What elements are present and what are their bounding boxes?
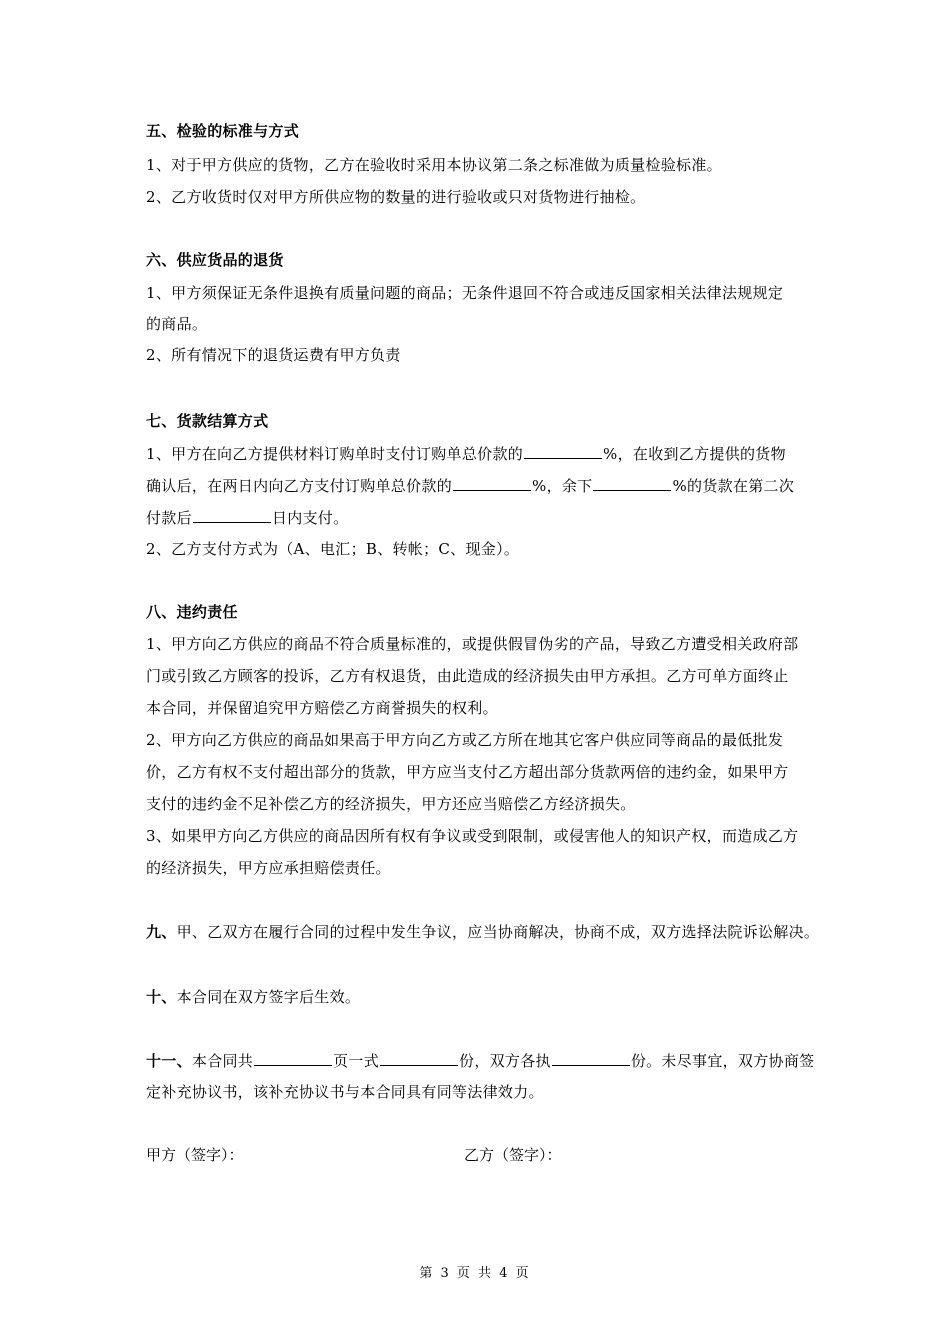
section-9 (146, 922, 819, 942)
page-count-blank (254, 1050, 332, 1066)
payment-text-2c: %的货款在第二次 (672, 477, 795, 495)
section-10 (146, 987, 360, 1007)
section-7-item-2: 2、乙方支付方式为（A、电汇；B、转帐；C、现金）。 (146, 540, 520, 558)
section-8-item-1-line-2: 门或引致乙方顾客的投诉，乙方有权退货，由此造成的经济损失由甲方承担。乙方可单方面终止 (146, 667, 789, 685)
payment-text-2b: %，余下 (532, 477, 593, 495)
party-b-signature-label: 乙方（签字）： (464, 1146, 562, 1164)
section-8-title: 八、违约责任 (146, 603, 238, 621)
section-6-item-1-line-2: 的商品。 (146, 315, 208, 333)
section-5-title: 五、检验的标准与方式 (146, 122, 300, 140)
section-5-item-1: 1、对于甲方供应的货物，乙方在验收时采用本协议第二条之标准做为质量检验标准。 (146, 156, 722, 174)
section-8-item-3-line-1: 3、如果甲方向乙方供应的商品因所有权有争议或受到限制，或侵害他人的知识产权，而造成乙方 (146, 827, 799, 845)
section-11-text-a: 本合同共 (191, 1052, 254, 1070)
payment-days-blank (193, 507, 271, 523)
copy-count-blank (380, 1050, 458, 1066)
section-11-text-c: 份，双方各执 (459, 1052, 551, 1070)
section-6-title: 六、供应货品的退货 (146, 251, 284, 269)
section-7-item-1-line-1 (146, 443, 786, 464)
section-5-item-2: 2、乙方收货时仅对甲方所供应物的数量的进行验收或只对货物进行抽检。 (146, 188, 646, 206)
section-8-item-1-line-3: 本合同，并保留追究甲方赔偿乙方商誉损失的权利。 (146, 699, 498, 717)
section-11-number: 十一、 (146, 1052, 192, 1070)
section-10-number: 十、 (146, 988, 177, 1006)
first-payment-percent-blank (524, 443, 602, 459)
party-a-signature-label: 甲方（签字）： (146, 1146, 244, 1164)
section-8-item-2-line-1: 2、甲方向乙方供应的商品如果高于甲方向乙方或乙方所在地其它客户供应同等商品的最低批发 (146, 731, 784, 749)
section-9-text: 甲、乙双方在履行合同的过程中发生争议，应当协商解决，协商不成，双方选择法院诉讼解决。 (176, 923, 820, 941)
payment-text-1b: %，在收到乙方提供的货物 (603, 445, 786, 463)
remaining-percent-blank (593, 475, 671, 491)
section-10-text: 本合同在双方签字后生效。 (176, 988, 361, 1006)
section-9-number: 九、 (146, 923, 177, 941)
section-11-text-b: 页一式 (333, 1052, 380, 1070)
page-number-footer: 第 3 页 共 4 页 (419, 1266, 531, 1281)
payment-text-3b: 日内支付。 (271, 509, 349, 527)
section-8-item-1-line-1: 1、甲方向乙方供应的商品不符合质量标准的，或提供假冒伪劣的产品，导致乙方遭受相关政府部 (146, 635, 799, 653)
section-6-item-1-line-1: 1、甲方须保证无条件退换有质量问题的商品；无条件退回不符合或违反国家相关法律法规规定 (146, 284, 784, 302)
section-8-item-2-line-2: 价，乙方有权不支付超出部分的货款，甲方应当支付乙方超出部分货款两倍的违约金，如果甲方 (146, 763, 789, 781)
section-7-item-1-line-3 (146, 507, 348, 528)
payment-text-1a: 1、甲方在向乙方提供材料订购单时支付订购单总价款的 (146, 445, 524, 463)
section-11-line-1 (146, 1050, 814, 1071)
copies-each-blank (552, 1050, 630, 1066)
second-payment-percent-blank (453, 475, 531, 491)
section-8-item-3-line-2: 的经济损失，甲方应承担赔偿责任。 (146, 859, 391, 877)
section-7-item-1-line-2 (146, 475, 794, 496)
section-11-text-d: 份。未尽事宜，双方协商签 (630, 1052, 815, 1070)
payment-text-3a: 付款后 (146, 509, 192, 527)
section-8-item-2-line-3: 支付的违约金不足补偿乙方的经济损失，甲方还应当赔偿乙方经济损失。 (146, 795, 636, 813)
section-11-line-2: 定补充协议书，该补充协议书与本合同具有同等法律效力。 (146, 1083, 544, 1101)
payment-text-2a: 确认后，在两日内向乙方支付订购单总价款的 (146, 477, 453, 495)
section-6-item-2: 2、所有情况下的退货运费有甲方负责 (146, 346, 401, 364)
section-7-title: 七、货款结算方式 (146, 412, 269, 430)
